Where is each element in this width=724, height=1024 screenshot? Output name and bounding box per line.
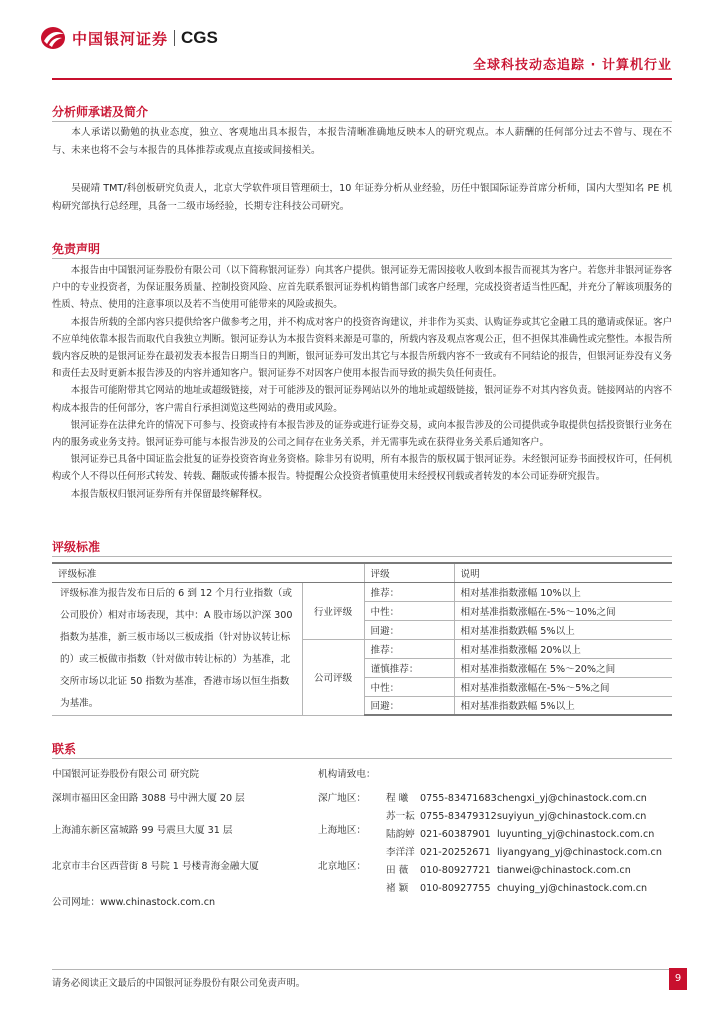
header-rating: 评级	[364, 563, 454, 582]
contact-email[interactable]: liyangyang_yj@chinastock.com.cn	[497, 847, 662, 858]
rating-table-header	[52, 563, 672, 582]
disclaimer-section-title: 免责声明	[52, 242, 101, 256]
analyst-section-title: 分析师承诺及简介	[52, 105, 149, 119]
footer-divider	[52, 969, 672, 970]
contact-email[interactable]: suyiyun_yj@chinastock.com.cn	[497, 811, 647, 822]
rating-level: 中性：	[364, 601, 454, 620]
office-address: 深圳市福田区金田路 3088 号中洲大厦 20 层	[52, 793, 245, 804]
galaxy-logo-icon	[40, 26, 66, 50]
analyst-bio: 吴砚靖 TMT/科创板研究负责人，北京大学软件项目管理硕士，10 年证券分析从业经验，历任中银国际证券首席分析师，国内大型知名 PE 机构研究部执行总经理，具备一二级市场经验，长期专注科技公司研究。	[52, 183, 672, 212]
header-note: 说明	[454, 563, 672, 582]
contact-phone: 021-60387901	[420, 829, 491, 840]
logo-separator	[174, 30, 175, 46]
report-title: 全球科技动态追踪 · 计算机行业	[473, 58, 672, 73]
rating-note: 相对基准指数跌幅 5%以上	[454, 620, 672, 639]
office-address: 北京市丰台区西营街 8 号院 1 号楼青海金融大厦	[52, 861, 259, 872]
analyst-pledge: 本人承诺以勤勉的执业态度，独立、客观地出具本报告，本报告清晰准确地反映本人的研究观点。本人薪酬的任何部分过去不曾与、现在不与、未来也将不会与本报告的具体推荐或观点直接或间接相关。	[52, 127, 672, 156]
rating-section-title: 评级标准	[52, 540, 101, 554]
contact-phone: 0755-83479312	[420, 811, 497, 822]
inquiry-label: 机构请致电：	[318, 769, 376, 780]
contact-phone: 010-80927755	[420, 883, 491, 894]
contact-email[interactable]: chengxi_yj@chinastock.com.cn	[497, 793, 647, 804]
contact-name: 苏一耘	[386, 811, 415, 822]
rating-note: 相对基准指数涨幅在 5%～20%之间	[454, 658, 672, 677]
contact-email[interactable]: tianwei@chinastock.com.cn	[497, 865, 631, 876]
contact-name: 程 曦	[386, 793, 409, 804]
contact-phone: 0755-83471683	[420, 793, 497, 804]
rating-level: 回避：	[364, 620, 454, 639]
rating-level: 推荐：	[364, 582, 454, 601]
company-name: 中国银河证券股份有限公司 研究院	[52, 769, 199, 780]
page-number: 9	[669, 968, 687, 990]
disclaimer-section-rule	[52, 258, 672, 259]
disclaimer-paragraph: 本报告可能附带其它网站的地址或超级链接，对于可能涉及的银河证券网站以外的地址或超级链接，银河证券不对其内容负责。链接网站的内容不构成本报告的任何部分，客户需自行承担浏览这些网站的费用或风险。	[52, 385, 672, 414]
rating-level: 谨慎推荐：	[364, 658, 454, 677]
company-website[interactable]: 公司网址：www.chinastock.com.cn	[52, 897, 216, 908]
office-address: 上海浦东新区富城路 99 号震旦大厦 31 层	[52, 825, 233, 836]
header-divider	[52, 78, 672, 80]
brand-logo	[40, 26, 218, 50]
contact-name: 李洋洋	[386, 847, 415, 858]
company-rating-label: 公司评级	[302, 639, 364, 715]
rating-note: 相对基准指数涨幅 20%以上	[454, 639, 672, 658]
disclaimer-paragraph: 银河证券已具备中国证监会批复的证券投资咨询业务资格。除非另有说明，所有本报告的版权属于银河证券。未经银河证券书面授权许可，任何机构或个人不得以任何形式转发、转载、翻版或传播本报告。特提醒公众投资者慎重使用未经授权刊载或者转发的本公司证券研究报告。	[52, 454, 672, 483]
logo-chinese-name: 中国银河证券	[72, 29, 169, 48]
disclaimer-paragraph: 银河证券在法律允许的情况下可参与、投资或持有本报告涉及的证券或进行证券交易，或向本报告涉及的公司提供或争取提供包括投资银行业务在内的服务或业务支持。银河证券可能与本报告涉及的公司之间存在业务关系，并无需事先或在获得业务关系后通知客户。	[52, 419, 672, 449]
disclaimer-paragraph: 本报告所载的全部内容只提供给客户做参考之用，并不构成对客户的投资咨询建议，并非作为买卖、认购证券或其它金融工具的邀请或保证。客户不应单纯依靠本报告而取代自我独立判断。银河证券认为本报告资料来源是可靠的，所载内容及观点客观公正，但不担保其准确性或完整性。本报告所载内容反映的是银河证券在最初发表本报告日期当日的判断，银河证券可发出其它与本报告所载内容不一致或有不同结论的报告，但银河证券没有义务和责任去及时更新本报告涉及的内容并通知客户。银河证券不对因客户使用本报告而导致的损失负任何责任。	[52, 316, 672, 380]
analyst-section-rule	[52, 121, 672, 122]
footer-notice: 请务必阅读正文最后的中国银河证券股份有限公司免责声明。	[52, 978, 306, 989]
disclaimer-body	[52, 262, 672, 503]
table-row	[52, 582, 672, 601]
contact-section-title: 联系	[52, 742, 77, 756]
industry-rating-label: 行业评级	[302, 582, 364, 639]
contact-name: 褚 颖	[386, 883, 409, 894]
contact-section-rule	[52, 758, 672, 759]
office-region: 北京地区：	[318, 861, 366, 872]
rating-section-rule	[52, 556, 672, 557]
contact-name: 田 薇	[386, 865, 409, 876]
contact-name: 陆韵婷	[386, 829, 415, 840]
rating-note: 相对基准指数涨幅在-5%～10%之间	[454, 601, 672, 620]
rating-table	[52, 562, 672, 716]
rating-criteria-description: 评级标准为报告发布日后的 6 到 12 个月行业指数（或公司股价）相对市场表现，其中：A 股市场以沪深 300 指数为基准，新三板市场以三板成指（针对协议转让标的）或三板做市指数（针对做市转让标的）为基准，北交所市场以北证 50 指数为基准，香港市场以恒生指数为基准。	[52, 582, 302, 715]
contact-email[interactable]: chuying_yj@chinastock.com.cn	[497, 883, 648, 894]
contact-email[interactable]: luyunting_yj@chinastock.com.cn	[497, 829, 655, 840]
disclaimer-paragraph: 本报告由中国银河证券股份有限公司（以下简称银河证券）向其客户提供。银河证券无需因接收人收到本报告而视其为客户。若您并非银河证券客户中的专业投资者，为保证服务质量、控制投资风险、应首先联系银河证券机构销售部门或客户经理，完成投资者适当性匹配，并充分了解该项服务的性质、特点、使用的注意事项以及若不当使用可能带来的风险或损失。	[52, 265, 672, 311]
rating-level: 回避：	[364, 696, 454, 715]
contact-phone: 021-20252671	[420, 847, 491, 858]
header-criteria: 评级标准	[52, 563, 364, 582]
disclaimer-paragraph: 本报告版权归银河证券所有并保留最终解释权。	[70, 488, 268, 500]
office-region: 深广地区：	[318, 793, 366, 804]
rating-note: 相对基准指数涨幅 10%以上	[454, 582, 672, 601]
rating-level: 中性：	[364, 677, 454, 696]
rating-note: 相对基准指数跌幅 5%以上	[454, 696, 672, 715]
rating-level: 推荐：	[364, 639, 454, 658]
office-region: 上海地区：	[318, 825, 366, 836]
rating-note: 相对基准指数涨幅在-5%～5%之间	[454, 677, 672, 696]
logo-english-name: CGS	[181, 28, 218, 47]
contact-phone: 010-80927721	[420, 865, 491, 876]
